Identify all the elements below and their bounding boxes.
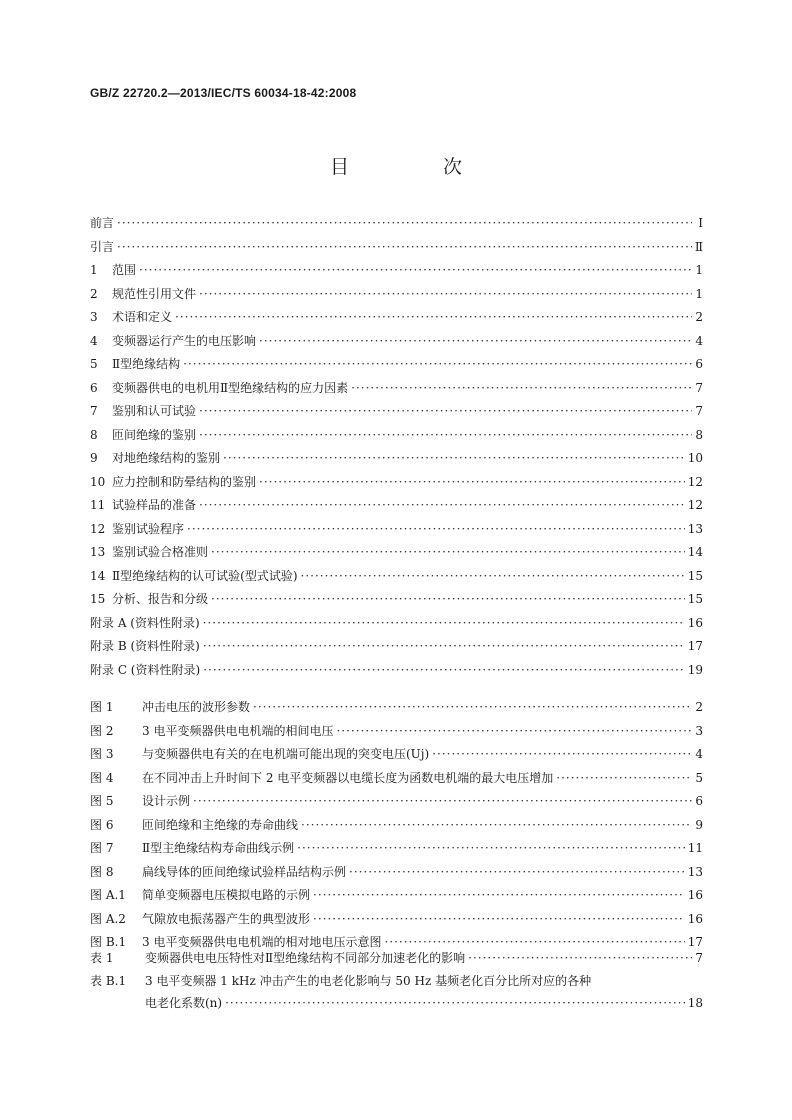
entry-title: 匝间绝缘和主绝缘的寿命曲线 xyxy=(142,817,299,832)
toc-section-entry[interactable] xyxy=(90,261,703,281)
toc-section-entry[interactable] xyxy=(90,661,703,681)
dot-leader xyxy=(199,498,685,512)
entry-title: 变频器供电的电机用Ⅱ型绝缘结构的应力因素 xyxy=(112,380,349,395)
entry-title: 范围 xyxy=(112,263,137,277)
entry-page-number: 8 xyxy=(695,427,703,442)
entry-number: 图 B.1 xyxy=(90,935,127,949)
toc-section-entry[interactable] xyxy=(90,402,703,422)
entry-number: 6 xyxy=(90,380,98,395)
entry-title: Ⅱ型绝缘结构 xyxy=(112,357,181,371)
entry-page-number: 6 xyxy=(695,794,703,808)
toc-section-entry[interactable] xyxy=(90,614,703,634)
dot-leader xyxy=(139,263,692,277)
entry-title: 电老化系数(n) xyxy=(145,996,223,1010)
dot-leader xyxy=(187,522,685,536)
toc-figure-entry[interactable] xyxy=(90,816,703,836)
entry-page-number: 7 xyxy=(695,404,703,418)
entry-page-number: 7 xyxy=(695,380,703,395)
entry-number: 图 1 xyxy=(90,700,114,714)
entry-number: 图 7 xyxy=(90,841,114,855)
entry-page-number: 5 xyxy=(695,770,703,785)
dot-leader xyxy=(203,663,685,677)
dot-leader xyxy=(297,841,685,855)
entry-title: 术语和定义 xyxy=(112,310,173,324)
entry-number: 图 4 xyxy=(90,770,114,785)
toc-section-entry[interactable] xyxy=(90,285,703,305)
entry-title: 在不同冲击上升时间下 2 电平变频器以电缆长度为函数电机端的最大电压增加 xyxy=(142,770,554,785)
dot-leader xyxy=(351,381,692,395)
entry-page-number: 10 xyxy=(687,451,703,465)
entry-number: 图 2 xyxy=(90,723,114,738)
dot-leader xyxy=(203,639,685,653)
dot-leader xyxy=(211,545,685,559)
toc-section-entry[interactable] xyxy=(90,426,703,446)
entry-title: 规范性引用文件 xyxy=(112,286,197,301)
entry-page-number: 4 xyxy=(695,747,703,761)
entry-title: 与变频器供电有关的在电机端可能出现的突变电压(Uj) xyxy=(142,747,430,761)
dot-leader xyxy=(253,700,692,714)
dot-leader xyxy=(259,475,685,489)
entry-number: 图 3 xyxy=(90,747,114,761)
toc-figure-entry[interactable] xyxy=(90,863,703,883)
entry-number: 13 xyxy=(90,545,106,559)
entry-page-number: 15 xyxy=(687,568,703,583)
dot-leader xyxy=(117,216,692,230)
toc-section-entry[interactable] xyxy=(90,520,703,540)
entry-title: 附录 B (资料性附录) xyxy=(90,639,200,653)
dot-leader xyxy=(175,310,692,324)
toc-section-entry[interactable] xyxy=(90,238,703,258)
entry-number: 15 xyxy=(90,592,106,606)
toc-figure-entry[interactable] xyxy=(90,839,703,859)
entry-page-number: 12 xyxy=(687,474,703,489)
entry-title: 鉴别试验程序 xyxy=(112,521,185,536)
dot-leader xyxy=(313,912,685,926)
entry-page-number: 18 xyxy=(687,996,703,1010)
dot-leader xyxy=(225,996,685,1010)
toc-section-entry[interactable] xyxy=(90,590,703,610)
toc-section-entry[interactable] xyxy=(90,379,703,399)
toc-section-entry[interactable] xyxy=(90,567,703,587)
toc-section-entry[interactable] xyxy=(90,496,703,516)
entry-title: 简单变频器电压模拟电路的示例 xyxy=(142,888,311,902)
entry-number: 图 A.2 xyxy=(90,911,126,926)
entry-number: 图 A.1 xyxy=(90,888,126,902)
entry-number: 12 xyxy=(90,521,106,536)
entry-page-number: 2 xyxy=(695,700,703,714)
entry-page-number: Ⅱ xyxy=(694,239,703,254)
entry-number: 1 xyxy=(90,263,98,277)
entry-page-number: 17 xyxy=(687,639,703,653)
dot-leader xyxy=(301,569,685,583)
entry-title: 附录 A (资料性附录) xyxy=(90,615,200,630)
toc-table-entry[interactable] xyxy=(90,949,703,969)
dot-leader xyxy=(432,747,692,761)
toc-figure-entry[interactable] xyxy=(90,886,703,906)
dot-leader xyxy=(199,287,692,301)
entry-page-number: 16 xyxy=(687,615,703,630)
entry-number: 表 B.1 xyxy=(90,973,127,988)
dot-leader xyxy=(259,334,692,348)
entry-title: Ⅱ型主绝缘结构寿命曲线示例 xyxy=(142,841,295,855)
dot-leader xyxy=(468,951,692,965)
entry-title: 3 电平变频器 1 kHz 冲击产生的电老化影响与 50 Hz 基频老化百分比所对应的各种 xyxy=(145,973,592,988)
entry-page-number: 15 xyxy=(687,592,703,606)
entry-title: 对地绝缘结构的鉴别 xyxy=(112,451,221,465)
entry-page-number: 11 xyxy=(687,841,703,855)
entry-number: 图 8 xyxy=(90,864,114,879)
entry-title: 变频器供电电压特性对Ⅱ型绝缘结构不同部分加速老化的影响 xyxy=(145,951,466,965)
entry-title: 鉴别和认可试验 xyxy=(112,404,197,418)
toc-section-entry[interactable] xyxy=(90,214,703,234)
dot-leader xyxy=(199,404,692,418)
entry-number: 14 xyxy=(90,568,106,583)
entry-title: 3 电平变频器供电电机端的相间电压 xyxy=(142,723,334,738)
entry-title: 引言 xyxy=(90,239,115,254)
entry-title: 分析、报告和分级 xyxy=(112,592,209,606)
toc-figure-entry[interactable] xyxy=(90,698,703,718)
entry-number: 8 xyxy=(90,427,98,442)
entry-number: 2 xyxy=(90,286,98,301)
entry-title: 变频器运行产生的电压影响 xyxy=(112,333,257,348)
entry-title: 设计示例 xyxy=(142,794,191,808)
toc-section-entry[interactable] xyxy=(90,332,703,352)
dot-leader xyxy=(117,240,692,254)
entry-page-number: 13 xyxy=(687,864,703,879)
toc-section-entry[interactable] xyxy=(90,543,703,563)
entry-number: 11 xyxy=(90,498,106,512)
dot-leader xyxy=(336,724,692,738)
entry-number: 图 5 xyxy=(90,794,114,808)
entry-title: 鉴别试验合格准则 xyxy=(112,545,209,559)
toc-section-entry[interactable] xyxy=(90,449,703,469)
toc-section-entry[interactable] xyxy=(90,308,703,328)
toc-table-entry[interactable] xyxy=(90,994,703,1014)
toc-figure-entry[interactable] xyxy=(90,769,703,789)
toc-figure-entry[interactable] xyxy=(90,910,703,930)
entry-number: 表 1 xyxy=(90,951,114,965)
entry-page-number: 4 xyxy=(695,333,703,348)
entry-title: Ⅱ型绝缘结构的认可试验(型式试验) xyxy=(112,568,298,583)
dot-leader xyxy=(199,428,692,442)
entry-title: 前言 xyxy=(90,216,115,230)
dot-leader xyxy=(384,935,684,949)
entry-number: 4 xyxy=(90,333,98,348)
toc-table-entry[interactable] xyxy=(90,972,703,992)
entry-page-number: 9 xyxy=(695,817,703,832)
entry-page-number: 1 xyxy=(695,286,703,301)
entry-page-number: 7 xyxy=(695,951,703,965)
entry-title: 附录 C (资料性附录) xyxy=(90,662,201,677)
entry-page-number: 16 xyxy=(687,888,703,902)
dot-leader xyxy=(556,771,692,785)
entry-page-number: 6 xyxy=(695,357,703,371)
entry-title: 扁线导体的匝间绝缘试验样品结构示例 xyxy=(142,864,347,879)
toc-figure-entry[interactable] xyxy=(90,722,703,742)
dot-leader xyxy=(183,357,692,371)
entry-title: 3 电平变频器供电电机端的相对地电压示意图 xyxy=(142,935,382,949)
toc-section-entry[interactable] xyxy=(90,637,703,657)
entry-page-number: 16 xyxy=(687,911,703,926)
toc-figure-entry[interactable] xyxy=(90,745,703,765)
dot-leader xyxy=(193,794,692,808)
dot-leader xyxy=(223,451,685,465)
entry-page-number: Ⅰ xyxy=(698,216,703,230)
entry-title: 冲击电压的波形参数 xyxy=(142,700,251,714)
entry-title: 应力控制和防晕结构的鉴别 xyxy=(112,474,257,489)
entry-page-number: 13 xyxy=(687,521,703,536)
entry-page-number: 19 xyxy=(687,662,703,677)
entry-number: 9 xyxy=(90,451,98,465)
toc-figure-entry[interactable] xyxy=(90,792,703,812)
entry-number: 图 6 xyxy=(90,817,114,832)
page-title: 目 次 xyxy=(329,156,507,178)
dot-leader xyxy=(313,888,685,902)
entry-page-number: 12 xyxy=(687,498,703,512)
entry-page-number: 17 xyxy=(687,935,703,949)
dot-leader xyxy=(211,592,685,606)
entry-page-number: 2 xyxy=(695,310,703,324)
entry-title: 匝间绝缘的鉴别 xyxy=(112,427,197,442)
entry-number: 10 xyxy=(90,474,106,489)
dot-leader xyxy=(349,865,685,879)
entry-title: 气隙放电振荡器产生的典型波形 xyxy=(142,911,311,926)
entry-page-number: 14 xyxy=(687,545,703,559)
entry-page-number: 1 xyxy=(695,263,703,277)
dot-leader xyxy=(203,616,685,630)
entry-page-number: 3 xyxy=(695,723,703,738)
toc-section-entry[interactable] xyxy=(90,473,703,493)
standard-number-header: GB/Z 22720.2—2013/IEC/TS 60034-18-42:2008 xyxy=(90,86,357,100)
dot-leader xyxy=(301,818,692,832)
entry-number: 7 xyxy=(90,404,98,418)
entry-number: 5 xyxy=(90,357,98,371)
toc-section-entry[interactable] xyxy=(90,355,703,375)
entry-number: 3 xyxy=(90,310,98,324)
entry-title: 试验样品的准备 xyxy=(112,498,197,512)
